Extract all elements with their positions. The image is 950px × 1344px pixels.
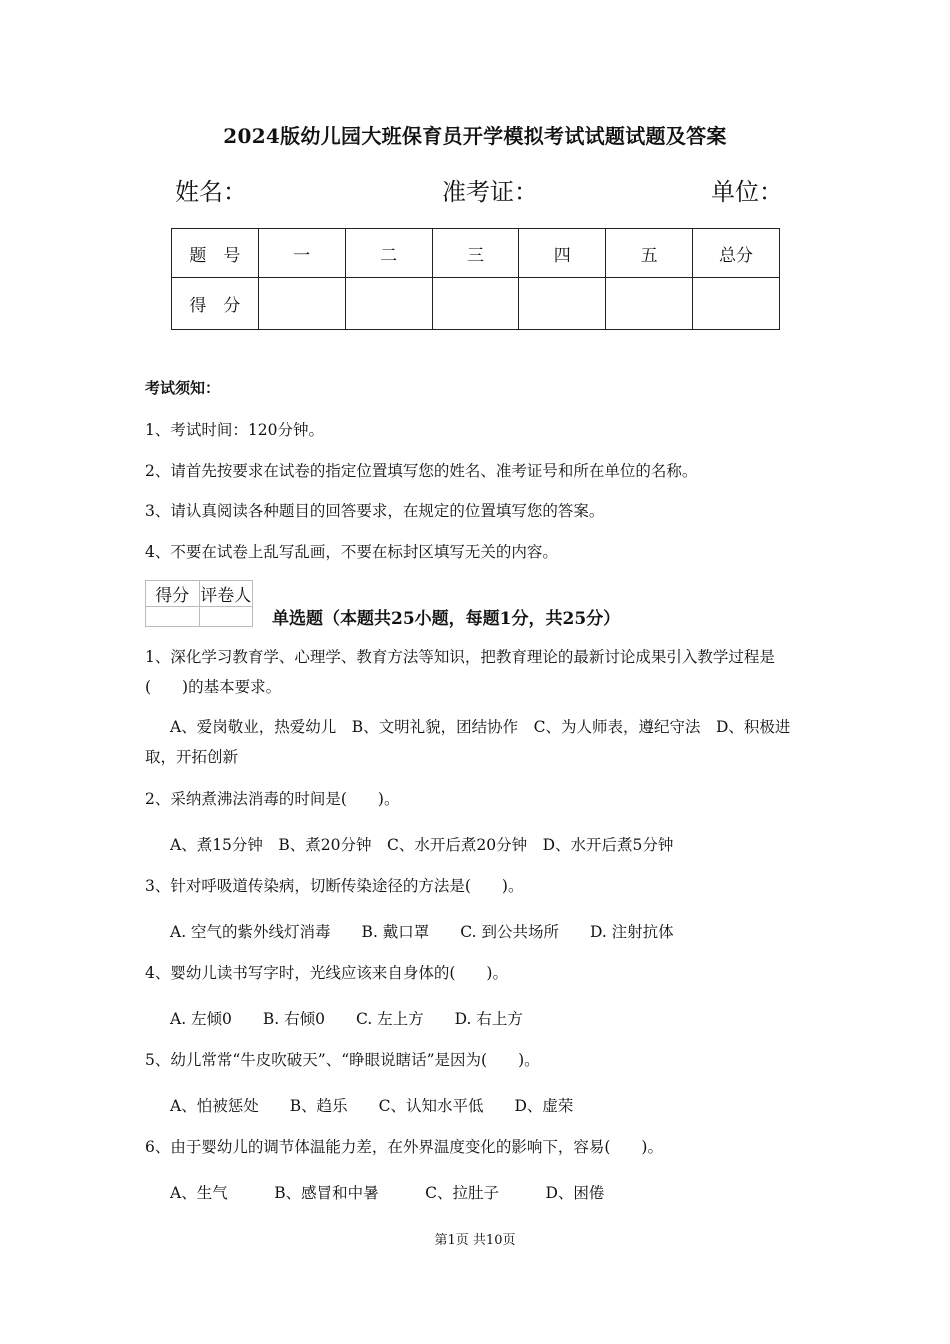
page-title: 2024版幼儿园大班保育员开学模拟考试试题试题及答案 bbox=[223, 124, 727, 148]
question-options: A、爱岗敬业，热爱幼儿 B、文明礼貌，团结协作 C、为人师表，遵纪守法 D、积极进取，开拓创新 bbox=[145, 718, 791, 766]
question-text: 5、幼儿常常“牛皮吹破天”、“睁眼说瞎话”是因为( )。 bbox=[145, 1051, 540, 1069]
score-entry-cell bbox=[606, 278, 693, 330]
notice-heading: 考试须知： bbox=[145, 379, 221, 397]
question-text: 6、由于婴幼儿的调节体温能力差，在外界温度变化的影响下，容易( )。 bbox=[145, 1138, 663, 1156]
score-entry-cell bbox=[345, 278, 432, 330]
score-table-cell: 一 bbox=[258, 229, 345, 278]
score-entry-cell bbox=[258, 278, 345, 330]
score-table-cell: 四 bbox=[519, 229, 606, 278]
score-entry-cell bbox=[693, 278, 780, 330]
page-footer: 第1页 共10页 bbox=[434, 1233, 516, 1248]
notice-item: 1、考试时间：120分钟。 bbox=[145, 421, 324, 439]
question-text: 1、深化学习教育学、心理学、教育方法等知识，把教育理论的最新讨论成果引入教学过程是( )的基本要求。 bbox=[145, 648, 775, 696]
unit-label: 单位： bbox=[711, 178, 783, 206]
grader-table bbox=[145, 580, 253, 627]
score-entry-cell bbox=[519, 278, 606, 330]
question-options: A、生气 B、感冒和中暑 C、拉肚子 D、困倦 bbox=[170, 1184, 605, 1202]
notice-item: 4、不要在试卷上乱写乱画，不要在标封区填写无关的内容。 bbox=[145, 543, 558, 561]
grader-score-cell bbox=[146, 607, 200, 627]
score-table bbox=[171, 228, 780, 330]
score-table-cell: 二 bbox=[345, 229, 432, 278]
question-text: 2、采纳煮沸法消毒的时间是( )。 bbox=[145, 790, 400, 808]
question-options: A、怕被惩处 B、趋乐 C、认知水平低 D、虚荣 bbox=[170, 1097, 574, 1115]
score-table-score-row bbox=[172, 278, 780, 330]
question-options: A. 左倾0 B. 右倾0 C. 左上方 D. 右上方 bbox=[170, 1010, 523, 1028]
question-options: A. 空气的紫外线灯消毒 B. 戴口罩 C. 到公共场所 D. 注射抗体 bbox=[170, 923, 674, 941]
question-options: A、煮15分钟 B、煮20分钟 C、水开后煮20分钟 D、水开后煮5分钟 bbox=[170, 836, 674, 854]
name-label: 姓名： bbox=[175, 178, 247, 206]
grader-reviewer-cell bbox=[199, 607, 253, 627]
score-table-cell: 题 号 bbox=[172, 229, 259, 278]
exam-number-label: 准考证： bbox=[442, 178, 538, 206]
score-entry-cell bbox=[432, 278, 519, 330]
notice-item: 3、请认真阅读各种题目的回答要求，在规定的位置填写您的答案。 bbox=[145, 502, 605, 520]
score-table-cell: 三 bbox=[432, 229, 519, 278]
score-table-cell: 五 bbox=[606, 229, 693, 278]
question-text: 4、婴幼儿读书写字时，光线应该来自身体的( )。 bbox=[145, 964, 508, 982]
grader-score-label: 得分 bbox=[146, 581, 200, 607]
score-table-header-row bbox=[172, 229, 780, 278]
section-title: 单选题（本题共25小题，每题1分，共25分） bbox=[272, 609, 621, 629]
notice-item: 2、请首先按要求在试卷的指定位置填写您的姓名、准考证号和所在单位的名称。 bbox=[145, 462, 698, 480]
score-table-cell: 总分 bbox=[693, 229, 780, 278]
question-text: 3、针对呼吸道传染病，切断传染途径的方法是( )。 bbox=[145, 877, 524, 895]
score-table-cell: 得 分 bbox=[172, 278, 259, 330]
grader-reviewer-label: 评卷人 bbox=[199, 581, 253, 607]
